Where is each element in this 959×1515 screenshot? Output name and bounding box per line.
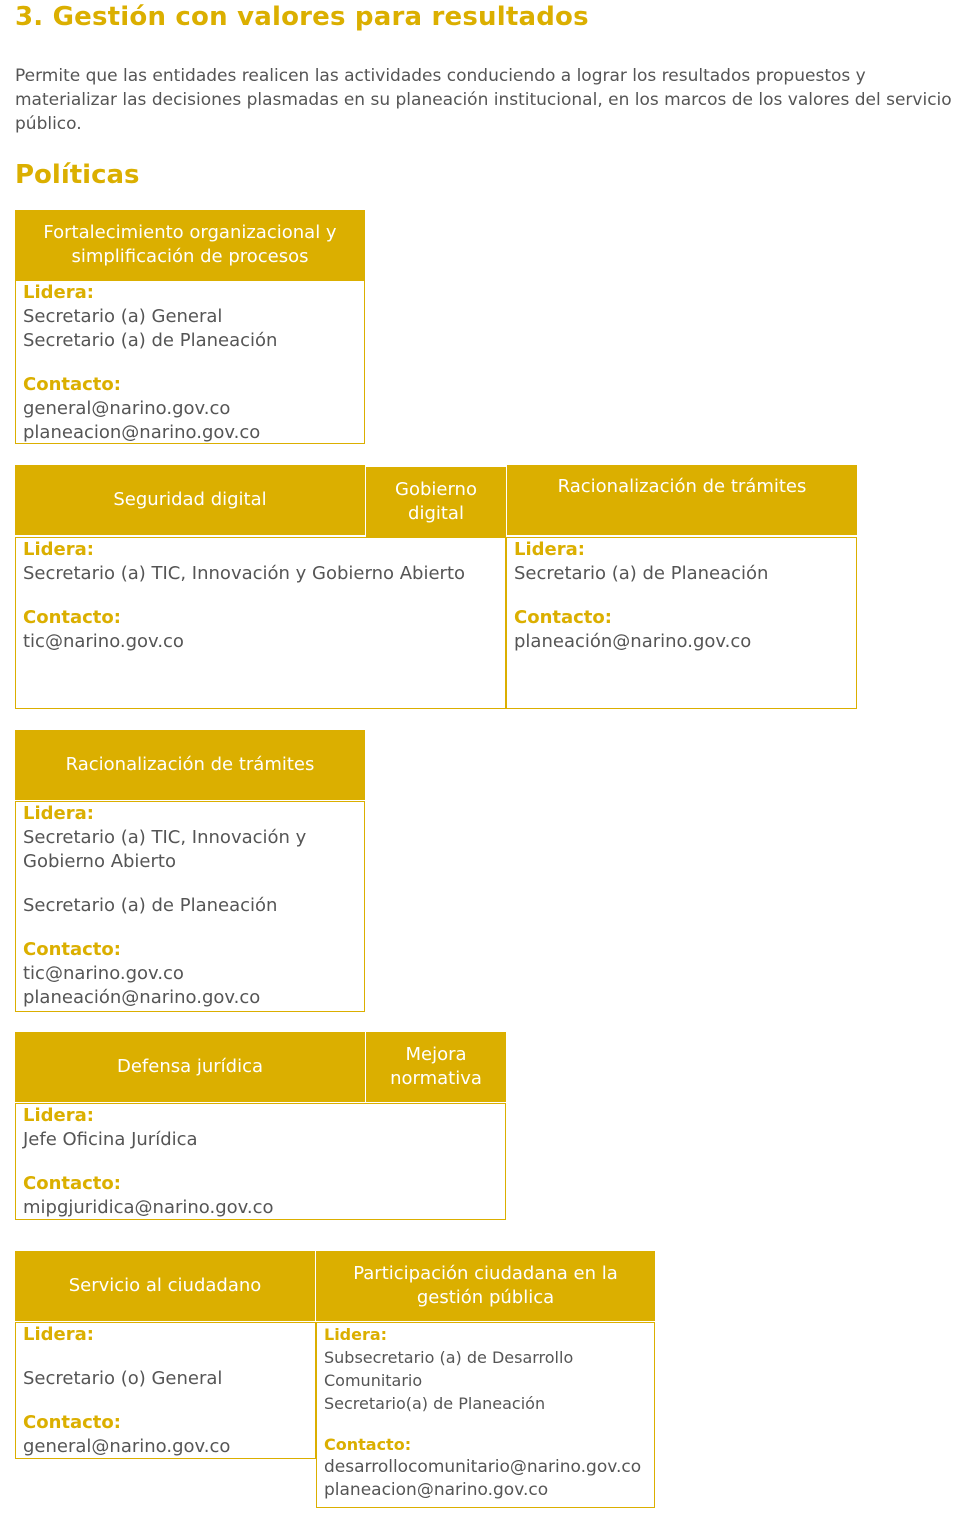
card-header-racionalizacion-2: Racionalización de trámites [15,730,365,800]
lidera-label: Lidera: [514,539,585,560]
contact-email[interactable]: desarrollocomunitario@narino.gov.co [324,1457,642,1477]
lidera-item: Comunitario [324,1371,423,1390]
card-body-fortalecimiento [15,280,365,444]
card-header-fortalecimiento: Fortalecimiento organizacional y simplificación de procesos [15,210,365,280]
card-body-seguridad-digital [15,537,506,709]
contact-email[interactable]: tic@narino.gov.co [23,963,184,984]
card-header-gobierno-digital: Gobierno digital [366,467,506,537]
contact-email[interactable]: planeacion@narino.gov.co [324,1480,549,1500]
lidera-item: Secretario (a) de Planeación [514,563,769,584]
card-body-defensa-juridica [15,1103,506,1220]
contact-email[interactable]: planeación@narino.gov.co [23,987,261,1008]
lidera-item: Secretario (o) General [23,1368,223,1389]
lidera-label: Lidera: [324,1325,388,1344]
lidera-item: Secretario (a) TIC, Innovación y Gobierno Abierto [23,563,466,584]
card-body-participacion-ciudadana [316,1322,655,1508]
card-header-participacion-ciudadana: Participación ciudadana en la gestión pública [316,1251,655,1321]
contact-email[interactable]: mipgjuridica@narino.gov.co [23,1197,274,1218]
lidera-label: Lidera: [23,282,94,303]
contact-email[interactable]: general@narino.gov.co [23,1436,231,1457]
card-body-racionalizacion-2 [15,801,365,1012]
contacto-label: Contacto: [23,939,121,960]
card-header-racionalizacion: Racionalización de trámites [507,465,857,535]
page-title: 3. Gestión con valores para resultados [15,2,589,32]
lidera-label: Lidera: [23,803,94,824]
contacto-label: Contacto: [23,374,121,395]
lidera-label: Lidera: [23,1324,94,1345]
lidera-item: Gobierno Abierto [23,851,176,872]
section-title: Políticas [15,160,140,190]
lidera-item: Secretario (a) General [23,306,223,327]
contact-email[interactable]: tic@narino.gov.co [23,631,184,652]
contacto-label: Contacto: [23,607,121,628]
lidera-item: Secretario(a) de Planeación [324,1394,546,1413]
contact-email[interactable]: planeacion@narino.gov.co [23,422,261,443]
card-body-servicio-ciudadano [15,1322,316,1459]
contacto-label: Contacto: [324,1435,412,1454]
lidera-label: Lidera: [23,539,94,560]
contact-email[interactable]: planeación@narino.gov.co [514,631,752,652]
lidera-item: Subsecretario (a) de Desarrollo [324,1348,574,1367]
contact-email[interactable]: general@narino.gov.co [23,398,231,419]
lidera-item: Jefe Oficina Jurídica [23,1129,198,1150]
contacto-label: Contacto: [514,607,612,628]
lidera-item: Secretario (a) de Planeación [23,330,278,351]
card-body-racionalizacion [506,537,857,709]
card-header-defensa-juridica: Defensa jurídica [15,1032,365,1102]
card-header-mejora-normativa: Mejora normativa [366,1032,506,1102]
contacto-label: Contacto: [23,1412,121,1433]
lidera-item: Secretario (a) de Planeación [23,895,278,916]
lidera-label: Lidera: [23,1105,94,1126]
card-header-seguridad-digital: Seguridad digital [15,465,365,535]
intro-paragraph: Permite que las entidades realicen las actividades conduciendo a lograr los resultados propuestos y materializar las decisiones plasmadas en su planeación institucional, en los marcos de los valores del servicio público. [15,66,952,134]
card-header-servicio-ciudadano: Servicio al ciudadano [15,1251,315,1321]
lidera-item: Secretario (a) TIC, Innovación y [23,827,307,848]
contacto-label: Contacto: [23,1173,121,1194]
